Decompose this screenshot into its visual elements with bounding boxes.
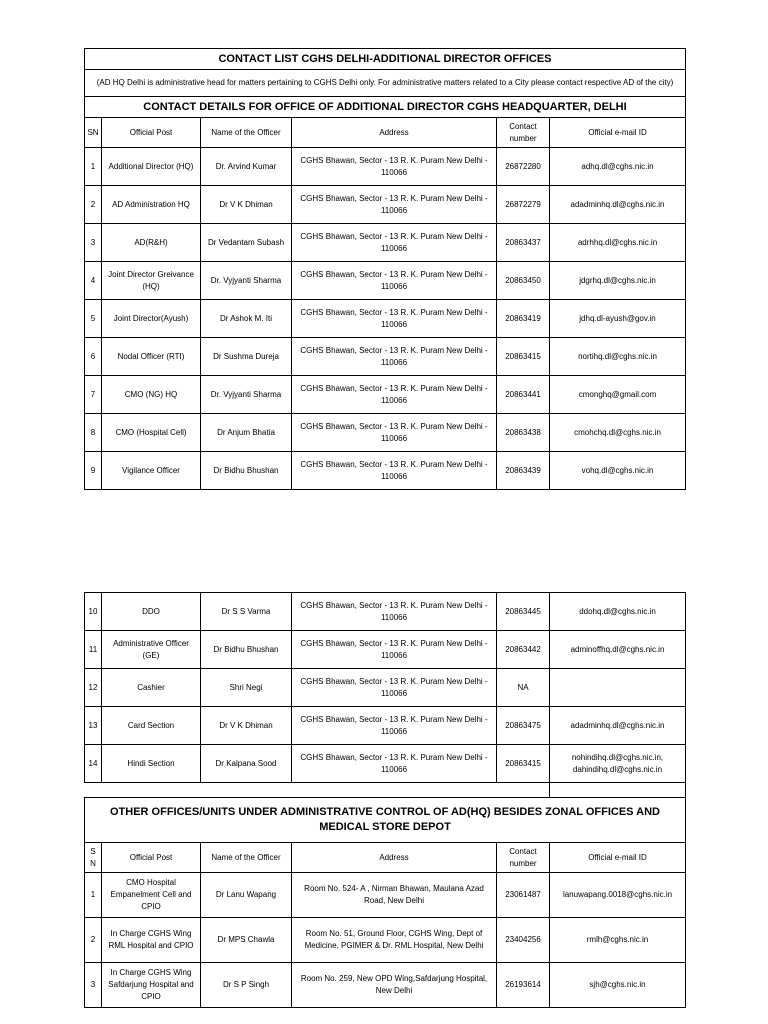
column-header: Official Post bbox=[102, 843, 201, 873]
officer-name: Dr V K Dhiman bbox=[201, 707, 292, 745]
officer-name: Dr S P Singh bbox=[201, 963, 292, 1008]
official-post: In Charge CGHS Wing RML Hospital and CPIO bbox=[102, 918, 201, 963]
contact-number: 20863439 bbox=[497, 452, 550, 490]
official-post: Vigilance Officer bbox=[102, 452, 201, 490]
table-row bbox=[85, 707, 686, 745]
email-id: nohindihq.dl@cghs.nic.in, dahindihq.dl@cghs.nic.in bbox=[550, 745, 686, 783]
column-header: SN bbox=[85, 118, 102, 148]
official-post: Joint Director(Ayush) bbox=[102, 300, 201, 338]
official-post: Hindi Section bbox=[102, 745, 201, 783]
serial-number: 1 bbox=[85, 148, 102, 186]
table-row bbox=[85, 300, 686, 338]
column-header: Contact number bbox=[497, 118, 550, 148]
official-post: Card Section bbox=[102, 707, 201, 745]
official-post: CMO (NG) HQ bbox=[102, 376, 201, 414]
contact-number: 20863415 bbox=[497, 745, 550, 783]
email-id: vohq.dl@cghs.nic.in bbox=[550, 452, 686, 490]
address: CGHS Bhawan, Sector - 13 R. K. Puram New Delhi - 110066 bbox=[292, 300, 497, 338]
official-post: CMO Hospital Empanelment Cell and CPIO bbox=[102, 873, 201, 918]
address: CGHS Bhawan, Sector - 13 R. K. Puram New Delhi - 110066 bbox=[292, 414, 497, 452]
officer-name: Dr Sushma Dureja bbox=[201, 338, 292, 376]
email-id: cmonghq@gmail.com bbox=[550, 376, 686, 414]
section-heading-other-offices: OTHER OFFICES/UNITS UNDER ADMINISTRATIVE CONTROL OF AD(HQ) BESIDES ZONAL OFFICES AND MEDICAL STORE DEPOT bbox=[85, 798, 686, 843]
official-post: Additional Director (HQ) bbox=[102, 148, 201, 186]
serial-number: 4 bbox=[85, 262, 102, 300]
email-id: adminoffhq.dl@cghs.nic.in bbox=[550, 631, 686, 669]
serial-number: 6 bbox=[85, 338, 102, 376]
contact-number: 23061487 bbox=[497, 873, 550, 918]
table-row bbox=[85, 414, 686, 452]
table-row bbox=[85, 262, 686, 300]
email-id bbox=[550, 669, 686, 707]
officer-name: Dr Bidhu Bhushan bbox=[201, 452, 292, 490]
email-id: ddohq.dl@cghs.nic.in bbox=[550, 593, 686, 631]
contact-number: 20863437 bbox=[497, 224, 550, 262]
officer-name: Dr. Arvind Kumar bbox=[201, 148, 292, 186]
table-row bbox=[85, 376, 686, 414]
contact-number: 26872280 bbox=[497, 148, 550, 186]
officer-name: Dr. Vyjyanti Sharma bbox=[201, 262, 292, 300]
contact-number: 20863419 bbox=[497, 300, 550, 338]
email-id: cmohchq.dl@cghs.nic.in bbox=[550, 414, 686, 452]
serial-number: 13 bbox=[85, 707, 102, 745]
table-header-row bbox=[85, 843, 686, 873]
column-header: Name of the Officer bbox=[201, 118, 292, 148]
serial-number: 11 bbox=[85, 631, 102, 669]
serial-number: 14 bbox=[85, 745, 102, 783]
table-body bbox=[85, 593, 686, 783]
email-id: jdhq.dl-ayush@gov.in bbox=[550, 300, 686, 338]
serial-number: 3 bbox=[85, 963, 102, 1008]
serial-number: 7 bbox=[85, 376, 102, 414]
column-header: Official e-mail ID bbox=[550, 118, 686, 148]
contact-number: 20863450 bbox=[497, 262, 550, 300]
column-header: Name of the Officer bbox=[201, 843, 292, 873]
table-row bbox=[85, 963, 686, 1008]
official-post: AD(R&H) bbox=[102, 224, 201, 262]
column-header: Official Post bbox=[102, 118, 201, 148]
column-header: S N bbox=[85, 843, 102, 873]
email-id: rmlh@cghs.nic.in bbox=[550, 918, 686, 963]
serial-number: 2 bbox=[85, 186, 102, 224]
officer-name: Dr Kalpana Sood bbox=[201, 745, 292, 783]
table-row bbox=[85, 873, 686, 918]
officer-name: Dr. Vyjyanti Sharma bbox=[201, 376, 292, 414]
serial-number: 1 bbox=[85, 873, 102, 918]
address: CGHS Bhawan, Sector - 13 R. K. Puram New Delhi - 110066 bbox=[292, 593, 497, 631]
official-post: Cashier bbox=[102, 669, 201, 707]
serial-number: 12 bbox=[85, 669, 102, 707]
column-header: Official e-mail ID bbox=[550, 843, 686, 873]
section-heading: CONTACT DETAILS FOR OFFICE OF ADDITIONAL DIRECTOR CGHS HEADQUARTER, DELHI bbox=[85, 97, 686, 118]
address: CGHS Bhawan, Sector - 13 R. K. Puram New Delhi - 110066 bbox=[292, 707, 497, 745]
table-header-row bbox=[85, 118, 686, 148]
table-body bbox=[85, 873, 686, 1008]
email-id: adadminhq.dl@cghs.nic.in bbox=[550, 707, 686, 745]
email-id: jdgrhq.dl@cghs.nic.in bbox=[550, 262, 686, 300]
serial-number: 10 bbox=[85, 593, 102, 631]
officer-name: Dr Lanu Wapang bbox=[201, 873, 292, 918]
table-row bbox=[85, 224, 686, 262]
contact-table-hq bbox=[84, 48, 686, 490]
serial-number: 8 bbox=[85, 414, 102, 452]
table-row bbox=[85, 148, 686, 186]
table-row bbox=[85, 631, 686, 669]
contact-number: 20863442 bbox=[497, 631, 550, 669]
contact-number: 20863441 bbox=[497, 376, 550, 414]
serial-number: 3 bbox=[85, 224, 102, 262]
table-row bbox=[85, 452, 686, 490]
address: CGHS Bhawan, Sector - 13 R. K. Puram New Delhi - 110066 bbox=[292, 452, 497, 490]
address: CGHS Bhawan, Sector - 13 R. K. Puram New Delhi - 110066 bbox=[292, 338, 497, 376]
official-post: Joint Director Greivance (HQ) bbox=[102, 262, 201, 300]
table-row bbox=[85, 918, 686, 963]
official-post: In Charge CGHS Wing Safdarjung Hospital and CPIO bbox=[102, 963, 201, 1008]
address: Room No. 259, New OPD Wing,Safdarjung Hospital, New Delhi bbox=[292, 963, 497, 1008]
officer-name: Dr Ashok M. Iti bbox=[201, 300, 292, 338]
table-body bbox=[85, 148, 686, 490]
officer-name: Dr Vedantam Subash bbox=[201, 224, 292, 262]
contact-number: 23404256 bbox=[497, 918, 550, 963]
contact-number: 26872279 bbox=[497, 186, 550, 224]
serial-number: 2 bbox=[85, 918, 102, 963]
column-header: Contact number bbox=[497, 843, 550, 873]
document-subtitle: (AD HQ Delhi is administrative head for matters pertaining to CGHS Delhi only. For administrative matters related to a City please contact respective AD of the city) bbox=[85, 70, 686, 97]
address: CGHS Bhawan, Sector - 13 R. K. Puram New Delhi - 110066 bbox=[292, 224, 497, 262]
email-id: sjh@cghs.nic.in bbox=[550, 963, 686, 1008]
official-post: CMO (Hospital Cell) bbox=[102, 414, 201, 452]
address: CGHS Bhawan, Sector - 13 R. K. Puram New Delhi - 110066 bbox=[292, 631, 497, 669]
address: CGHS Bhawan, Sector - 13 R. K. Puram New Delhi - 110066 bbox=[292, 669, 497, 707]
contact-number: 20863415 bbox=[497, 338, 550, 376]
address: Room No. 51, Ground Floor, CGHS Wing, Dept of Medicine, PGIMER & Dr. RML Hospital, New Delhi bbox=[292, 918, 497, 963]
email-id: lanuwapang.0018@cghs.nic.in bbox=[550, 873, 686, 918]
email-id: adhq.dl@cghs.nic.in bbox=[550, 148, 686, 186]
contact-number: NA bbox=[497, 669, 550, 707]
contact-number: 20863445 bbox=[497, 593, 550, 631]
officer-name: Dr Anjum Bhatia bbox=[201, 414, 292, 452]
contact-number: 20863475 bbox=[497, 707, 550, 745]
contact-number: 20863438 bbox=[497, 414, 550, 452]
contact-number: 26193614 bbox=[497, 963, 550, 1008]
serial-number: 5 bbox=[85, 300, 102, 338]
official-post: Administrative Officer (GE) bbox=[102, 631, 201, 669]
email-id: adadminhq.dl@cghs.nic.in bbox=[550, 186, 686, 224]
table-row bbox=[85, 669, 686, 707]
address: Room No. 524- A , Nirman Bhawan, Maulana Azad Road, New Delhi bbox=[292, 873, 497, 918]
email-id: nortihq.dl@cghs.nic.in bbox=[550, 338, 686, 376]
table-row bbox=[85, 338, 686, 376]
column-header: Address bbox=[292, 118, 497, 148]
table-row bbox=[85, 593, 686, 631]
officer-name: Dr Bidhu Bhushan bbox=[201, 631, 292, 669]
officer-name: Dr MPS Chawla bbox=[201, 918, 292, 963]
officer-name: Dr V K Dhiman bbox=[201, 186, 292, 224]
column-header: Address bbox=[292, 843, 497, 873]
address: CGHS Bhawan, Sector - 13 R. K. Puram New Delhi - 110066 bbox=[292, 745, 497, 783]
official-post: DDO bbox=[102, 593, 201, 631]
table-row bbox=[85, 186, 686, 224]
document-title: CONTACT LIST CGHS DELHI-ADDITIONAL DIRECTOR OFFICES bbox=[85, 49, 686, 70]
official-post: Nodal Officer (RTI) bbox=[102, 338, 201, 376]
address: CGHS Bhawan, Sector - 13 R. K. Puram New Delhi - 110066 bbox=[292, 376, 497, 414]
official-post: AD Administration HQ bbox=[102, 186, 201, 224]
contact-table-continued bbox=[84, 592, 686, 1008]
serial-number: 9 bbox=[85, 452, 102, 490]
officer-name: Dr S S Varma bbox=[201, 593, 292, 631]
email-id: adrhhq.dl@cghs.nic.in bbox=[550, 224, 686, 262]
officer-name: Shri Negi bbox=[201, 669, 292, 707]
address: CGHS Bhawan, Sector - 13 R. K. Puram New Delhi - 110066 bbox=[292, 186, 497, 224]
address: CGHS Bhawan, Sector - 13 R. K. Puram New Delhi - 110066 bbox=[292, 262, 497, 300]
address: CGHS Bhawan, Sector - 13 R. K. Puram New Delhi - 110066 bbox=[292, 148, 497, 186]
table-row bbox=[85, 745, 686, 783]
